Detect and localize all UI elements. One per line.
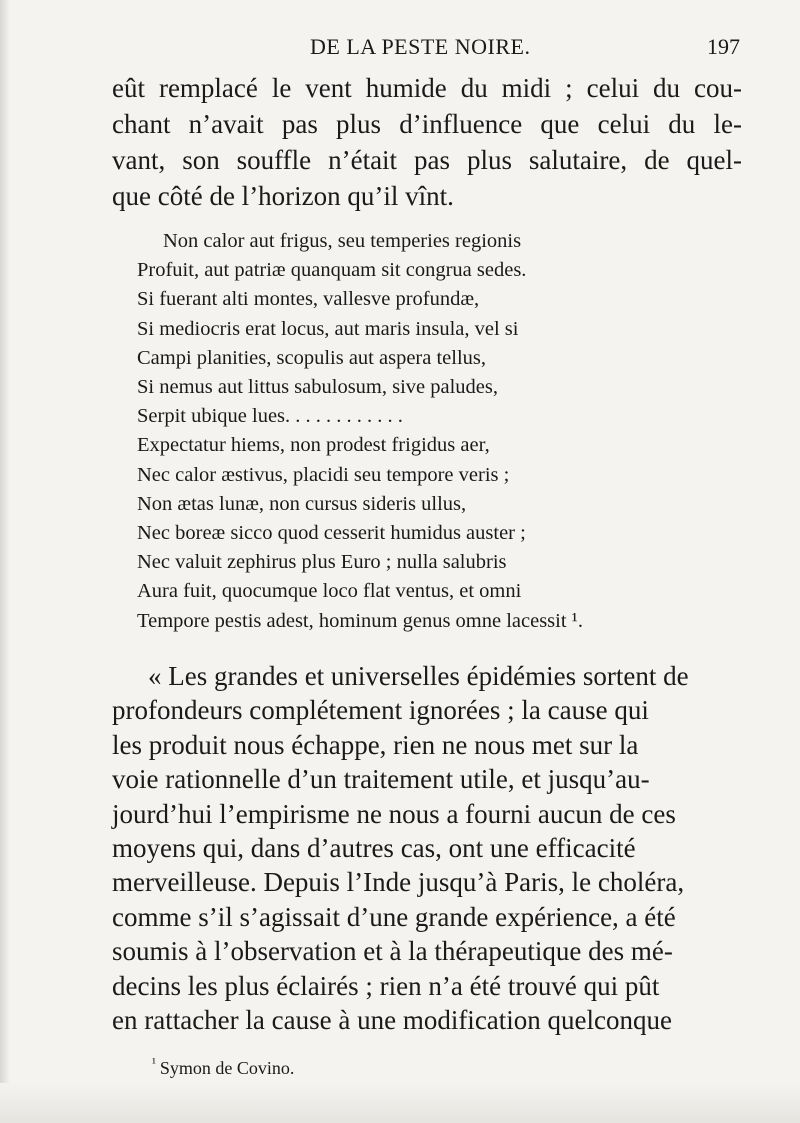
- verse-line: Si nemus aut littus sabulosum, sive paludes,: [137, 376, 499, 399]
- verse-line: Nec boreæ sicco quod cesserit humidus auster ;: [137, 522, 526, 545]
- page-bottom-shadow: [0, 1083, 800, 1123]
- text-line: jourd’hui l’empirisme ne nous a fourni aucun de ces: [112, 798, 676, 829]
- verse-line: Nec calor æstivus, placidi seu tempore veris ;: [137, 463, 510, 486]
- text-line: comme s’il s’agissait d’une grande expérience, a été: [112, 901, 676, 932]
- verse-line: Tempore pestis adest, hominum genus omne lacessit ¹.: [137, 609, 583, 632]
- text-line: en rattacher la cause à une modification quelconque: [112, 1005, 672, 1036]
- footnote-marker: ¹: [152, 1055, 156, 1070]
- page-edge-shadow: [0, 0, 10, 1123]
- text-line: les produit nous échappe, rien ne nous met sur la: [112, 729, 639, 760]
- text-line: profondeurs complétement ignorées ; la cause qui: [112, 695, 649, 726]
- text-line: eût remplacé le vent humide du midi ; celui du cou-: [112, 73, 742, 103]
- text-line: moyens qui, dans d’autres cas, ont une efficacité: [112, 833, 636, 864]
- text-line: que côté de l’horizon qu’il vînt.: [112, 181, 454, 211]
- latin-verse: [137, 227, 737, 636]
- verse-line: Nec valuit zephirus plus Euro ; nulla salubris: [137, 551, 507, 574]
- page-number: 197: [707, 34, 740, 59]
- text-line: merveilleuse. Depuis l’Inde jusqu’à Paris, le choléra,: [112, 867, 685, 898]
- verse-line: Si mediocris erat locus, aut maris insula, vel si: [137, 317, 519, 340]
- text-line: chant n’avait pas plus d’influence que celui du le-: [112, 109, 742, 139]
- verse-line: Profuit, aut patriæ quanquam sit congrua sedes.: [137, 259, 527, 282]
- text-line: « Les grandes et universelles épidémies sortent de: [148, 661, 689, 691]
- verse-line: Non calor aut frigus, seu temperies regionis: [163, 230, 522, 252]
- text-line: voie rationnelle d’un traitement utile, et jusqu’au-: [112, 764, 650, 795]
- quote-paragraph: [112, 659, 742, 1037]
- text-line: decins les plus éclairés ; rien n’a été trouvé qui pût: [112, 970, 660, 1001]
- verse-line: Expectatur hiems, non prodest frigidus aer,: [137, 434, 490, 457]
- verse-line: Non ætas lunæ, non cursus sideris ullus,: [137, 492, 467, 515]
- verse-line: Si fuerant alti montes, vallesve profundæ,: [137, 288, 480, 311]
- verse-line: Campi planities, scopulis aut aspera tellus,: [137, 346, 487, 369]
- verse-line: Aura fuit, quocumque loco flat ventus, et omni: [137, 580, 522, 603]
- running-title: DE LA PESTE NOIRE.: [310, 34, 531, 59]
- prose-paragraph: [112, 70, 742, 214]
- footnote: [152, 1055, 294, 1079]
- verse-line: Serpit ubique lues. . . . . . . . . . . .: [137, 405, 403, 428]
- text-line: soumis à l’observation et à la thérapeutique des mé-: [112, 936, 673, 967]
- page-header: [115, 34, 740, 64]
- text-line: vant, son souffle n’était pas plus salutaire, de quel-: [112, 145, 742, 175]
- footnote-text: Symon de Covino.: [159, 1058, 295, 1078]
